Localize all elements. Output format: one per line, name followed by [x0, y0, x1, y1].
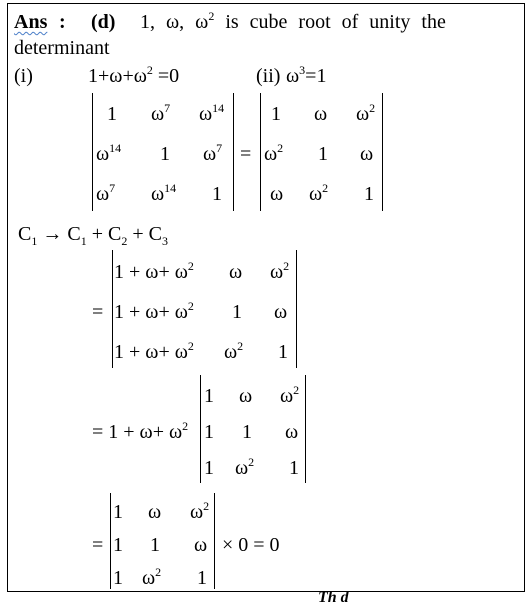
det1-left-bar	[92, 93, 93, 211]
det1-cell: $\omega^{14}$	[199, 101, 225, 125]
det5-cell: 1	[113, 567, 123, 589]
det5-cell: $\omega^2$	[142, 565, 162, 589]
det2-cell: $\omega^2$	[309, 181, 329, 205]
det1-cell: 1	[107, 103, 117, 125]
det4-cell: ω	[239, 385, 253, 407]
ans-colon: :	[59, 11, 66, 33]
det4-cell: 1	[204, 421, 214, 443]
statement-text: 1, ω, $\omega^2$ is cube root of unity the	[140, 9, 446, 33]
fact-ii-label: (ii)	[256, 65, 281, 87]
det2-cell: 1	[271, 103, 281, 125]
det3-cell: $1 + \omega+ \omega^2$	[114, 339, 194, 363]
det5-cell: ω	[148, 501, 162, 523]
det4-cell: ω	[285, 421, 299, 443]
det2-right-bar	[382, 93, 383, 211]
det2-cell: $\omega^2$	[356, 101, 376, 125]
det5-cell: 1	[113, 534, 123, 556]
det2-cell: ω	[360, 143, 374, 165]
det5-cell: $\omega^2$	[190, 499, 210, 523]
det1-cell: 1	[160, 143, 170, 165]
det3-cell: $1 + \omega+ \omega^2$	[114, 299, 194, 323]
det4-cell: 1	[204, 385, 214, 407]
det5-right-bar	[214, 493, 215, 589]
equals-sign: =	[92, 534, 104, 556]
column-operation: $C_1 \to C_1 + C_2 + C_3$	[18, 223, 168, 248]
det5-cell: 1	[113, 501, 123, 523]
ans-label: Ans	[14, 11, 48, 33]
det3-cell: $\omega^2$	[270, 259, 290, 283]
det1-cell: $\omega^7$	[203, 141, 223, 165]
det4-left-bar	[200, 375, 201, 483]
option-label: (d)	[91, 11, 116, 33]
equals-sign: =	[240, 143, 252, 165]
det4-cell: 1	[204, 457, 214, 479]
det1-cell: $\omega^7$	[151, 101, 171, 125]
det2-cell: 1	[364, 183, 374, 205]
final-result: × 0 = 0	[222, 534, 280, 556]
det2-cell: ω	[314, 103, 328, 125]
det4-right-bar	[305, 375, 306, 483]
det5-cell: 1	[197, 567, 207, 589]
det4-cell: 1	[289, 457, 299, 479]
det4-cell: $\omega^2$	[280, 383, 300, 407]
det5-left-bar	[110, 493, 111, 589]
det4-cell: 1	[242, 421, 252, 443]
det1-cell: 1	[212, 183, 222, 205]
det5-cell: ω	[194, 534, 208, 556]
det3-left-bar	[112, 250, 113, 368]
det3-cell: 1	[232, 301, 242, 323]
equals-sign: =	[92, 301, 104, 323]
det3-cell: $1 + \omega+ \omega^2$	[114, 259, 194, 283]
det2-cell: $\omega^2$	[264, 141, 284, 165]
det4-cell: $\omega^2$	[235, 455, 255, 479]
det3-right-bar	[296, 250, 297, 368]
det3-cell: ω	[229, 261, 243, 283]
det3-cell: ω	[274, 301, 288, 323]
factor-expression: = $1 + \omega+ \omega^2$	[92, 419, 189, 443]
statement-text-2: determinant	[14, 37, 110, 59]
fact-ii-equation: $\omega^3=1$	[286, 63, 327, 87]
det1-right-bar	[233, 93, 234, 211]
det5-cell: 1	[150, 534, 160, 556]
fact-i-equation: $1+\omega+\omega^2 =0$	[88, 63, 180, 87]
det2-cell: ω	[270, 183, 284, 205]
det1-cell: $\omega^7$	[96, 181, 116, 205]
answer-box	[7, 3, 525, 592]
det2-cell: 1	[318, 143, 328, 165]
fact-i-label: (i)	[14, 65, 33, 87]
det3-cell: 1	[278, 341, 288, 363]
det1-cell: $\omega^{14}$	[96, 141, 122, 165]
cutoff-text-fragment: Th d	[318, 589, 349, 606]
det3-cell: $\omega^2$	[224, 339, 244, 363]
det2-left-bar	[260, 93, 261, 211]
det1-cell: $\omega^{14}$	[151, 181, 177, 205]
